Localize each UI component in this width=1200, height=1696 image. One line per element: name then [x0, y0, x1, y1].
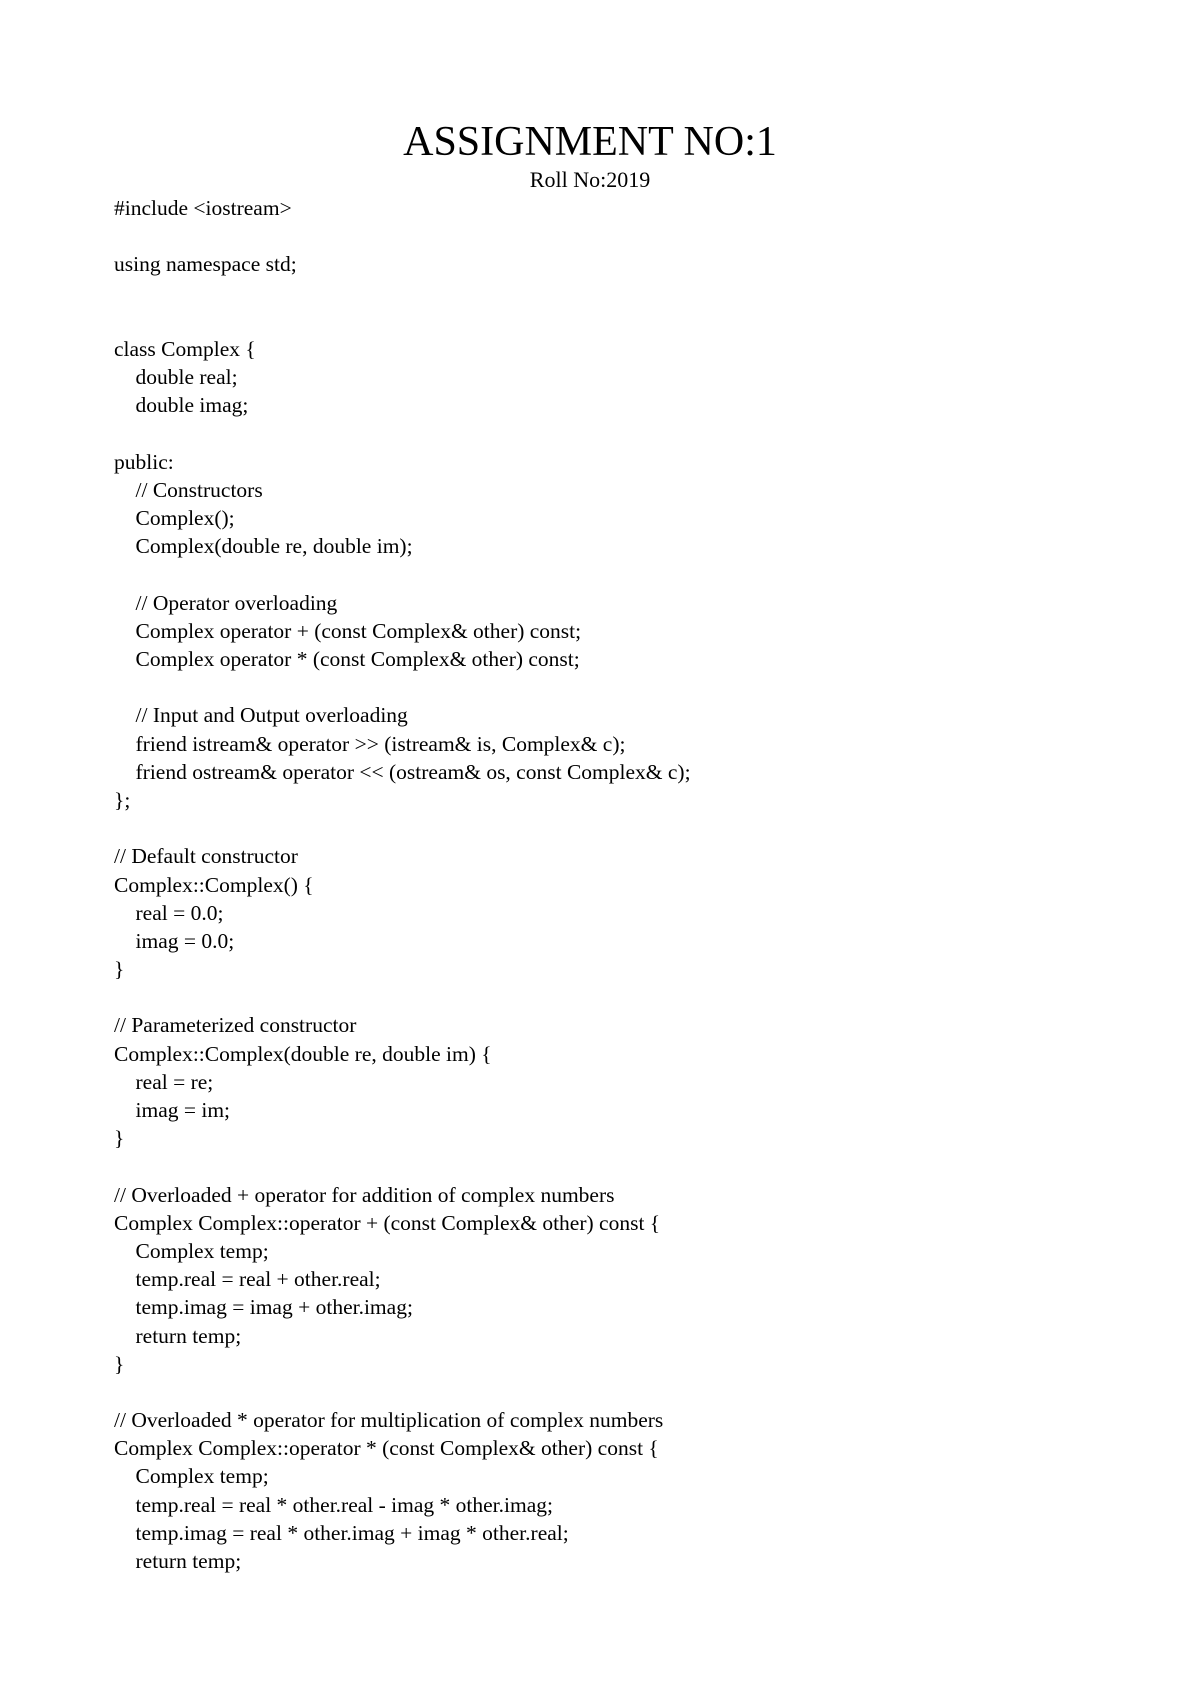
code-line: Complex Complex::operator * (const Complex& other) const {: [114, 1436, 659, 1461]
page-title: ASSIGNMENT NO:1: [403, 119, 777, 165]
code-line: class Complex {: [114, 336, 256, 361]
code-line: real = 0.0;: [114, 900, 224, 925]
code-line: // Default constructor: [114, 844, 298, 869]
code-line: Complex::Complex(double re, double im) {: [114, 1041, 492, 1066]
code-line: temp.imag = real * other.imag + imag * other.real;: [114, 1520, 569, 1545]
code-line: Complex temp;: [114, 1238, 269, 1263]
code-line: [114, 560, 691, 588]
code-line: // Operator overloading: [114, 590, 338, 615]
code-line: double real;: [114, 365, 238, 390]
code-line: [114, 1378, 691, 1406]
code-line: Complex Complex::operator + (const Complex& other) const {: [114, 1210, 661, 1235]
code-line: Complex temp;: [114, 1464, 269, 1489]
code-line: [114, 307, 691, 335]
code-line: friend istream& operator >> (istream& is, Complex& c);: [114, 731, 626, 756]
code-line: Complex::Complex() {: [114, 872, 314, 897]
code-line: #include <iostream>: [114, 196, 292, 220]
code-listing: [114, 194, 691, 1575]
code-line: // Input and Output overloading: [114, 703, 408, 728]
code-line: imag = im;: [114, 1098, 231, 1122]
code-line: Complex operator * (const Complex& other) const;: [114, 647, 580, 671]
code-line: imag = 0.0;: [114, 928, 235, 953]
code-line: [114, 279, 691, 307]
code-line: Complex operator + (const Complex& other) const;: [114, 618, 582, 643]
code-line: }: [114, 957, 125, 982]
code-line: temp.real = real + other.real;: [114, 1267, 381, 1292]
code-line: double imag;: [114, 393, 249, 418]
code-line: [114, 420, 691, 448]
code-line: // Constructors: [114, 477, 263, 502]
code-line: }: [114, 1351, 125, 1376]
code-line: friend ostream& operator << (ostream& os, const Complex& c);: [114, 759, 691, 784]
code-line: // Overloaded * operator for multiplication of complex numbers: [114, 1408, 664, 1433]
code-line: temp.real = real * other.real - imag * other.imag;: [114, 1492, 553, 1517]
code-line: Complex(double re, double im);: [114, 534, 413, 559]
code-line: [114, 673, 691, 701]
code-line: [114, 983, 691, 1011]
code-line: temp.imag = imag + other.imag;: [114, 1295, 413, 1320]
code-line: // Overloaded + operator for addition of complex numbers: [114, 1182, 615, 1207]
code-line: }: [114, 1126, 125, 1151]
code-line: using namespace std;: [114, 252, 297, 277]
code-line: [114, 222, 691, 250]
code-line: return temp;: [114, 1323, 242, 1348]
code-line: [114, 814, 691, 842]
code-line: [114, 1152, 691, 1180]
code-line: return temp;: [114, 1549, 242, 1573]
roll-number: Roll No:2019: [529, 167, 651, 192]
code-line: // Parameterized constructor: [114, 1013, 357, 1038]
code-line: };: [114, 787, 131, 812]
code-line: Complex();: [114, 506, 235, 531]
code-line: real = re;: [114, 1069, 214, 1094]
code-line: public:: [114, 449, 174, 474]
